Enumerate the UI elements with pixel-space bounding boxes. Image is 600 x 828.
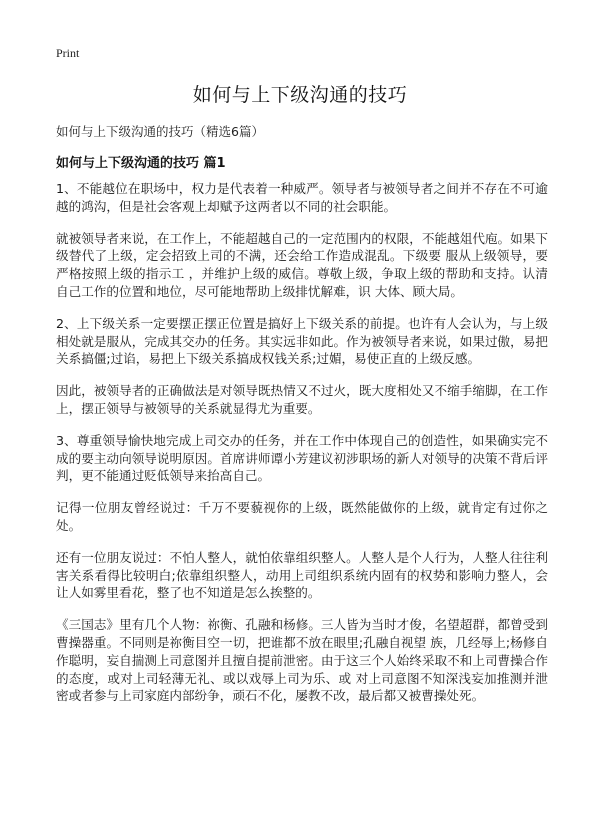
paragraph: 因此，被领导者的正确做法是对领导既热情又不过火，既大度相处又不缩手缩脚，在工作上，摆正领导与被领导的关系就显得尤为重要。 [56,383,548,416]
paragraph: 还有一位朋友说过：不怕人整人，就怕依靠组织整人。人整人是个人行为，人整人往往利害关系看得比较明白;依靠组织整人，动用上司组织系统内固有的权势和影响力整人，会让人如雾里看花，整了也不知道是怎么挨整的。 [56,549,548,601]
document-subtitle: 如何与上下级沟通的技巧（精选6篇） [56,124,264,139]
paragraph: 《三国志》里有几个人物：祢衡、孔融和杨修。三人皆为当时才俊，名望超群，都曾受到曹操器重。不同则是祢衡目空一切，把谁都不放在眼里;孔融自视望 族，几经辱上;杨修自作聪明，妄自揣测上司意图并且擅自提前泄密。由于这三个人始终采取不和上司曹操合作的态度，或对上司轻薄无礼、或以戏辱上司为乐、或 对上司意图不知深浅妄加推测并泄密或者参与上司家庭内部纷争，顽石不化，屡教不改，最后都又被曹操处死。 [56,617,548,704]
paragraph: 1、不能越位在职场中，权力是代表着一种威严。领导者与被领导者之间并不存在不可逾越的鸿沟，但是社会客观上却赋予这两者以不同的社会职能。 [56,181,548,214]
paragraph: 3、尊重领导愉快地完成上司交办的任务，并在工作中体现自己的创造性，如果确实完不成的要主动向领导说明原因。首席讲师谭小芳建议初涉职场的新人对领导的决策不背后评判，更不能通过贬低领导来抬高自己。 [56,432,548,484]
section-heading: 如何与上下级沟通的技巧 篇1 [56,156,226,171]
document-body [56,180,548,719]
page-title: 如何与上下级沟通的技巧 [192,84,408,106]
print-link[interactable]: Print [56,46,80,60]
paragraph: 就被领导者来说，在工作上，不能超越自己的一定范围内的权限，不能越俎代庖。如果下级替代了上级，定会招致上司的不满，还会给工作造成混乱。下级要 服从上级领导，要严格按照上级的指示工 ，并维护上级的威信。尊敬上级，争取上级的帮助和支持。认清自己工作的位置和地位，尽可能地帮助上级排忧解难，识 大体、顾大局。 [56,230,548,299]
paragraph: 记得一位朋友曾经说过：千万不要藐视你的上级，既然能做你的上级，就肯定有过你之处。 [56,500,548,533]
paragraph: 2、上下级关系一定要摆正摆正位置是搞好上下级关系的前提。也许有人会认为，与上级相处就是服从，完成其交办的任务。其实远非如此。作为被领导者来说，如果过傲，易把关系搞僵;过谄，易把上下级关系搞成权钱关系;过媚，易使正直的上级反感。 [56,315,548,367]
